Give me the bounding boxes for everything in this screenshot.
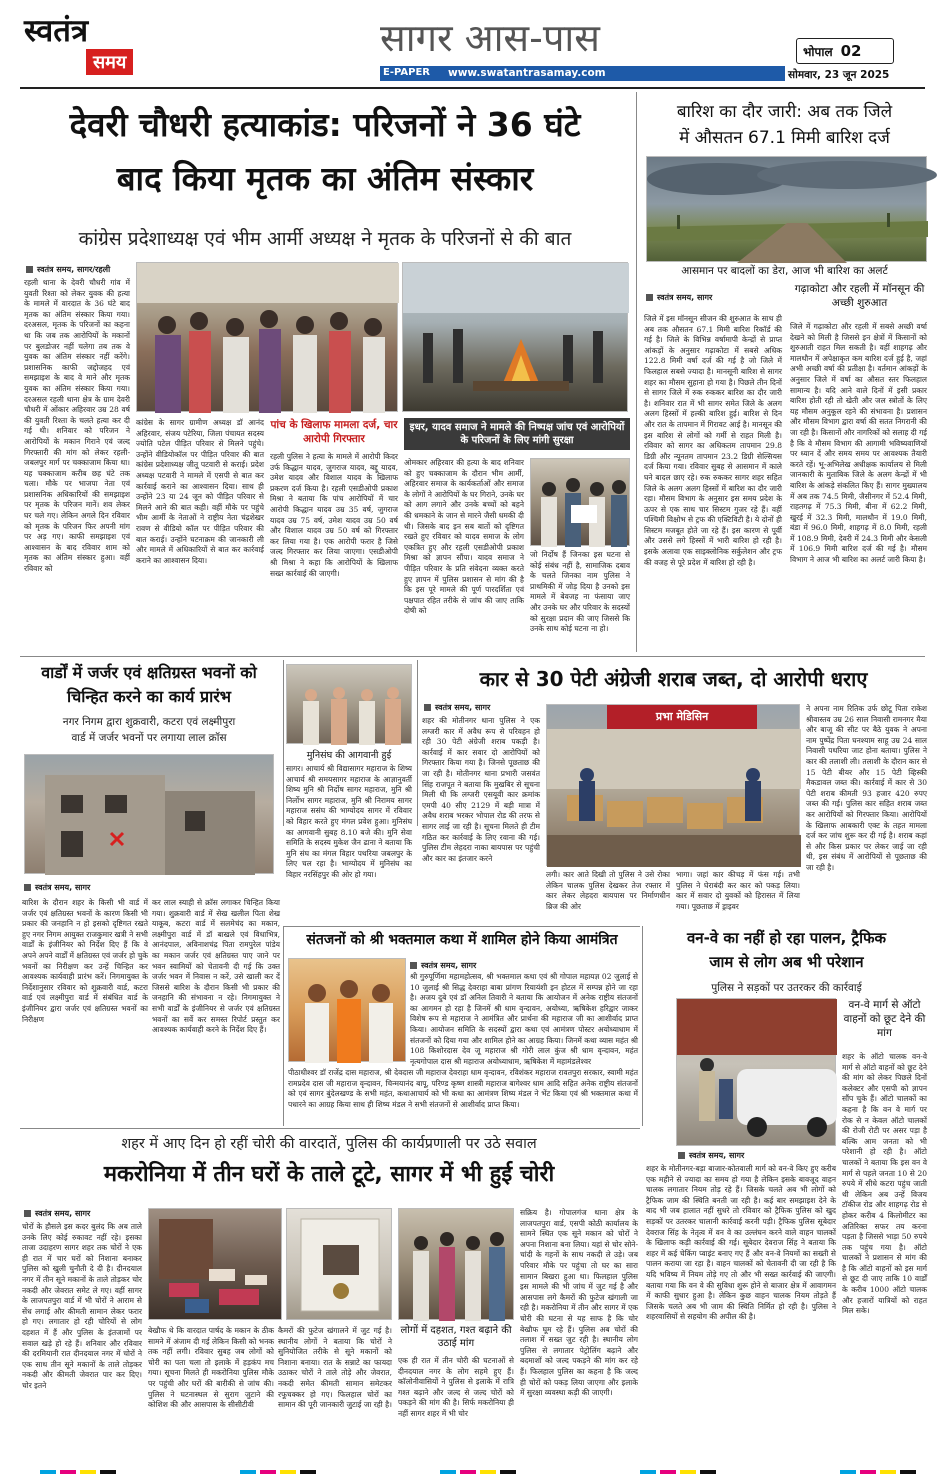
traffic-photo bbox=[676, 998, 836, 1146]
traffic-byline: स्वतंत्र समय, सागर bbox=[678, 1150, 744, 1161]
shop-sign-text: प्रभा मेडिसिन bbox=[655, 710, 709, 723]
byline-square-icon bbox=[678, 1152, 685, 1159]
clouds-photo-caption: आसमान पर बादलों का डेरा, आज भी बारिश का अलर्ट bbox=[681, 265, 888, 277]
byline-square-icon bbox=[24, 1210, 31, 1217]
liquor-column-2: लगी। कार आते दिखी तो पुलिस ने उसे रोका लेकिन चालक पुलिस देखकर तेज रफ्तार में कार लेकर लेहदरा बायपास पर निर्माणधीन ब्रिज की ओर bbox=[546, 870, 670, 911]
main-subheadline: कांग्रेस प्रदेशाध्यक्ष एवं भीम आर्मी अध्यक्ष ने मृतक के परिजनों से की बात bbox=[78, 228, 572, 250]
muni-body: सागर। आचार्य श्री विद्यासागर महाराज के शिष्य आचार्य श्री समयसागर महाराज के आज्ञानुवर्ती शिष्य मुनि श्री निर्दोष सागर महाराज, मुनि श्री निर्लोभ सागर महाराज, मुनि श्री निरामय सागर महाराज ससंघ की भाग्योदय सागर में रविवार को विहार करते हुए मंगल प्रवेश हुआ। मुनिसंघ का आगवानी सुबह 8.10 बजे की। मुनि सेवा समिति के सदस्य मुकेश जैन ढाना ने बताया कि मुनि संघ का मंगल विहार पथरिया जबलपुर के लिए चल रहा है। भाग्योदय में मुनिसंघ का विहार नरसिंहपुर की ओर हो गया। bbox=[286, 764, 412, 879]
wards-subhead-line-1: नगर निगम द्वारा शुक्रवारी, कटरा एवं लक्ष्मीपुरा bbox=[62, 716, 236, 728]
broken-lock-photo bbox=[286, 1208, 392, 1320]
registration-marks-art bbox=[0, 1469, 945, 1475]
logo[interactable] bbox=[24, 14, 164, 76]
website-link[interactable]: www.swatantrasamay.com bbox=[448, 67, 606, 79]
main-headline-line-2[interactable]: बाद किया मृतक का अंतिम संस्कार bbox=[116, 159, 534, 198]
yadav-inset-column-2: जो निर्दोष हैं जिनका इस घटना से कोई संबंध नहीं है, सामाजिक दबाव के चलते जिनका नाम पुलिस ने प्राथमिकी में जोड़ दिया है उनको इस मामले में बेवजह ना फंसाया जाए और उनके घर और परिवार के सदस्यों को सुरक्षा प्रदान की जाए जिससे कि उनके साथ कोई घटना ना हो। bbox=[530, 550, 630, 634]
memo-photo-art bbox=[531, 459, 631, 547]
ransacked-room-photo-art bbox=[149, 1209, 283, 1321]
yadav-inset-title: इधर, यादव समाज ने मामले की निष्पक्ष जांच एवं आरोपियों के परिजनों के लिए मांगी सुरक्षा bbox=[409, 422, 625, 446]
rain-headline-line-1[interactable]: बारिश का दौर जारी: अब तक जिले bbox=[676, 102, 893, 122]
bhaktmal-body-continued: पीठाधीश्वर डॉ राजेंद्र दास महाराज, श्री देवदास जी महाराज देवराहा धाम वृन्दावन, रविशंकर महाराज रावतपुरा सरकार, स्वामी महंत रामप्रदेव दास जी महाराज वृन्दावन, चिन्मयानंद बापू, परिण्ड कृष्ण शास्त्री महाराज बागेश्वर धाम आदि सहित अनेक राष्ट्रीय संतजनों को एवं सागर बुंदेलखण्ड के सभी महंत, कथाआचार्य को भी कथा का आमंत्रण शिष्य मंडल ने भेंट किया एवं श्री भक्तमाल कथा में पधारने का आग्रह किया साथ ही शिष्य मंडल ने सभी संतजनों से आशीर्वाद प्राप्त किया। bbox=[288, 1068, 638, 1109]
theft-column-3: कैमरों की फुटेज खंगालने में जुट गई है। स्थानीय लोगों ने बताया कि चोरों ने सुनियोजित तरीके से सूने मकानों को निशाना बनाया। रात के सन्नाटे का फायदा उठाकर चोरों ने ताले तोड़े और जेवरात, नकदी समेत कीमती सामान समेटकर रफूचक्कर हो गए। फिलहाल चोरों का सामान की पूरी जानकारी जुटाई जा रही है। bbox=[278, 1326, 392, 1410]
arrests-box bbox=[270, 418, 398, 648]
main-headline-line-1[interactable]: देवरी चौधरी हत्याकांड: परिजनों ने 36 घंटे bbox=[69, 105, 581, 144]
bhaktmal-byline: स्वतंत्र समय, सागर bbox=[410, 960, 476, 971]
wards-story bbox=[20, 660, 278, 925]
muni-body-continued bbox=[286, 764, 414, 879]
arrests-box-body: रहली पुलिस ने हत्या के मामले में आरोपी किदर उर्फ किद्धान यादव, जुगराज यादव, बद्दू यादव, उमेश यादव और विशाल यादव के खिलाफ प्रकरण दर्ज किया है। रहली एसडीओपी प्रकाश मिश्रा ने बताया कि पांच आरोपियों में चार आरोपी किद्धान यादव उम्र 35 वर्ष, जुगराज यादव उम्र 75 वर्ष, उमेश यादव उम्र 50 वर्ष और विशाल यादव उम्र 50 वर्ष को गिरफ्तार कर लिया गया है। एक आरोपी फरार है जिसे जल्द गिरफ्तार कर लिया जाएगा। एसडीओपी श्री मिश्रा ने कहा कि आरोपियों के खिलाफ सख्त कार्रवाई की जाएगी। bbox=[270, 452, 398, 578]
traffic-column-2: शहर के ऑटो चालक वन-वे मार्ग से ऑटो वाहनों को छूट देने की मांग को लेकर पिछले दिनों कलेक्टर और एसपी को ज्ञापन सौंप चुके हैं। ऑटो चालकों का कहना है कि वन वे मार्ग पर रोक से न केवल ऑटो चालकों की रोजी रोटी पर असर पड़ा है बल्कि आम जनता को भी परेशानी हो रही है। ऑटो चालकों ने बताया कि इस वन वे मार्ग से पहले जनता 10 से 20 रुपये में सीधे कटरा पहुंच जाती थी लेकिन अब उन्हें विजय टॉकीज रोड और शाहगढ़ रोड से होकर करीब 4 किलोमीटर का अतिरिक्त सफर तय करना पड़ता है जिससे भाड़ा 50 रुपये तक पहुंच गया है। ऑटो चालकों ने प्रशासन से मांग की है कि ऑटो वाहनों को इस मार्ग से छूट दी जाए ताकि 10 वार्डों के करीब 1000 ऑटो चालक और हजारों यात्रियों को राहत मिल सके। bbox=[842, 1052, 927, 1316]
saints-photo bbox=[288, 958, 406, 1062]
ransacked-room-photo bbox=[148, 1208, 282, 1320]
rain-column-1: जिले में इस मॉनसून सीजन की शुरुआत के साथ ही अब तक औसतन 67.1 मिमी बारिश रिकॉर्ड की गई है। जिले के विभिन्न वर्षामापी केन्द्रों से प्राप्त आंकड़ों के अनुसार गढ़ाकोटा में सबसे अधिक 122.8 मिमी वर्षा दर्ज की गई है जो जिले में फिलहाल सबसे ज्यादा है। मानसूनी बारिश से सागर शहर का मौसम सुहाना हो गया है। पिछले तीन दिनों से सागर जिले में रुक रुककर बारिश का दौर जारी है। शनिवार रात में भी सागर समेत जिले के अलग अलग हिस्सों में हल्की बारिश हुई। बारिश से दिन और रात के तापमान में गिरावट आई है। मानसून की इस बारिश से लोगों को गर्मी से राहत मिली है। रविवार को सागर का अधिकतम तापमान 29.8 डिग्री और न्यूनतम तापमान 23.2 डिग्री सेल्सियस दर्ज किया गया। रविवार सुबह से आसमान में काले घने बादल छाए रहे। रुक रुककर सागर शहर सहित जिले के अलग अलग हिस्सों में बारिश का दौर जारी रहा। मौसम विभाग के अनुसार इस समय प्रदेश के ऊपर से एक साथ चार सिस्टम गुजर रहे हैं। वहीं पश्चिमी विक्षोभ से ट्रफ की एक्टिविटी है। ये दोनों ही सिस्टम मजबूत होते जा रहे हैं। इस कारण से पूर्वी और उससे लगे हिस्सों में भारी बारिश हो रही है। इसके अलावा एक साइक्लोनिक सर्कुलेशन और ट्रफ की वजह से पूरे प्रदेश में बारिश हो रही है। bbox=[644, 314, 782, 567]
wards-byline: स्वतंत्र समय, सागर bbox=[24, 882, 90, 893]
yadav-inset-column-1: ओमकार अहिरवार की हत्या के बाद शनिवार को हुए चक्काजाम के दौरान भीम आर्मी, अहिरवार समाज के कार्यकर्ताओं और समाज के लोगों ने आरोपियों के घर गिराने, उनके घर को आग लगाने और उनके बच्चों को बहने की धमकाने के जान से मारने जैसी धमकी दी थी। जिसके बाद इन सब बातों को दृष्टिगत रखते हुए रविवार को यादव समाज के लोग एकत्रित हुए और रहली एसडीओपी प्रकाश मिश्रा को ज्ञापन सौंपा। यादव समाज ने पीड़ित परिवार के प्रति संवेदना व्यक्त करते हुए ज्ञापन में पुलिस प्रशासन से मांग की है कि इस पूरे मामले की पूर्ण पारदर्शिता एवं पक्षपात रहित तरीके से जांच की जाए ताकि दोषी को bbox=[404, 458, 524, 616]
logo-top-text: स्वतंत्र bbox=[24, 13, 89, 49]
building-photo-art bbox=[25, 755, 275, 875]
cremation-photo bbox=[402, 262, 628, 412]
registration-marks bbox=[0, 1460, 945, 1466]
main-story bbox=[20, 92, 630, 652]
liquor-photo-art bbox=[547, 705, 801, 867]
traffic-photo-art bbox=[677, 999, 837, 1147]
issue-date: सोमवार, 23 जून 2025 bbox=[788, 69, 890, 81]
memo-photo bbox=[530, 458, 630, 546]
liquor-photo bbox=[546, 704, 800, 866]
main-column-2: कांग्रेस के सागर ग्रामीण अध्यक्ष डॉ आनंद अहिरवार, संजय पटेरिया, जिला पंचायत सदस्य ज्योति पटेल पीड़ित परिवार से मिलने पहुंचे। उन्होंने वीडियोकॉल पर पीड़ित परिवार की बात कांग्रेस प्रदेशाध्यक्ष जीतू पटवारी से कराई। प्रदेश अध्यक्ष पटवारी ने मामले में एसपी से बात कर कार्रवाई कराने का आश्वासन दिया। साथ ही उन्होंने 23 या 24 जून को पीड़ित परिवार से मिलने आने की बात कही। वहीं मौके पर पहुंचे भीम आर्मी के नेताओं ने राष्ट्रीय नेता चंद्रशेखर रावण से वीडियो कॉल पर पीड़ित परिवार की बात कराई। उन्होंने घटनाक्रम की जानकारी ली और मामले में अधिकारियों से बात कर कार्रवाई कराने का आश्वासन दिया। bbox=[136, 418, 264, 565]
yadav-inset-title-bar bbox=[404, 418, 630, 450]
traffic-headline-line-2[interactable]: जाम से लोग अब भी परेशान bbox=[709, 953, 864, 971]
traffic-column-1: शहर के मोतीनगर-बड़ा बाजार-कोतवाली मार्ग को वन-वे किए हुए करीब एक महीने से ज्यादा का समय हो गया है लेकिन इसके बावजूद वाहन चालक लगातार नियम तोड़ रहे हैं। जिसके चलते अब भी लोगों को ट्रैफिक जाम की स्थिति बनती जा रही है। कई बार समझाइश देने के बाद भी जब हालात नहीं सुधरे तो रविवार को ट्रैफिक पुलिस को खुद सड़कों पर उतरकर चालानी कार्रवाई करनी पड़ी। ट्रैफिक पुलिस सूबेदार देवराज सिंह के नेतृत्व में वन वे का उल्लंघन करने वाले वाहन चालकों के खिलाफ कड़ी कार्रवाई की गई। सूबेदार देवराज सिंह ने बताया कि शहर में कई चेकिंग प्वाइंट बनाए गए हैं और वन-वे नियमों का सख्ती से पालन कराया जा रहा है। वाहन चालकों को चेतावनी दी जा रही है कि यदि भविष्य में नियम तोड़े गए तो और भी सख्त कार्रवाई की जाएगी। बताया गया कि वन वे की सुविधा शुरू होने से बाजार क्षेत्र में आवागमन में काफी सुधार हुआ है। लेकिन कुछ वाहन चालक नियम तोड़ते हैं जिसके चलते अब भी जाम की स्थिति निर्मित हो रही है। पुलिस ने शहरवासियों से सहयोग की अपील की है। bbox=[646, 1164, 836, 1322]
liquor-byline: स्वतंत्र समय, सागर bbox=[424, 702, 490, 713]
wards-subhead-line-2: वार्ड में जर्जर भवनों पर लगाया लाल क्रॉस bbox=[71, 732, 227, 744]
cremation-photo-art bbox=[403, 263, 629, 413]
clouds-photo-art bbox=[647, 157, 928, 263]
city-name: भोपाल bbox=[803, 44, 833, 59]
wards-column-1: बारिश के दौरान शहर के किसी भी वार्ड में जर्जर एवं क्षतिग्रस्त भवनों के कारण किसी भी प्रकार की जनहानि न हो इसको दृष्टिगत रखते हुए नगर निगम आयुक्त राजकुमार खत्री ने सभी वार्डों के इंजीनियर को निर्देश दिए हैं कि वे अपने अपने वार्डों में क्षतिग्रस्त एवं जर्जर हो चुके भवनों का निरीक्षण कर उन्हें चिन्हित कर आवश्यक कार्यवाही प्रारंभ करें। निगमायुक्त के निर्देशानुसार रविवार को शुक्रवारी वार्ड, कटरा वार्ड एवं लक्ष्मीपुरा वार्ड में संबंधित वार्ड के इंजीनियर द्वारा जर्जर एवं क्षतिग्रस्त भवनों का निरीक्षण bbox=[22, 898, 148, 1024]
liquor-story bbox=[420, 660, 927, 920]
rain-story bbox=[642, 92, 927, 652]
residents-photo-caption: लोगों में दहशत, गश्त बढ़ाने की उठाई मांग bbox=[400, 1325, 512, 1349]
section-title: सागर आस-पास bbox=[380, 16, 600, 60]
byline-square-icon bbox=[424, 704, 431, 711]
crowd-photo-art bbox=[137, 263, 399, 413]
epaper-label: E-PAPER bbox=[383, 67, 430, 78]
main-column-1: रहली थाना के देवरी चौधरी गांव में युवती रिश्ता को लेकर युवक की हत्या के मामले में वारदात के 36 घंटे बाद मृतक का अंतिम संस्कार किया गया। दरअसल, मृतक के परिजनों का कहना था कि जब तक आरोपियों के मकानों पर बुलडोजर नहीं चलेगा तब तक वे युवक का अंतिम संस्कार नहीं करेंगे। प्रशासनिक काफी जद्दोजहद एवं समझाइश के बाद वे माने और मृतक युवक का अंतिम संस्कार किया गया। दरअसल रहली थाना क्षेत्र के ग्राम देवरी चौधरी में ओंकार अहिरवार उम्र 28 वर्ष की युवती रिश्ता के चलते हत्या कर दी गई थी। शनिवार को परिजन ने आरोपियों के मकान गिराने एवं जल्द गिरफ्तारी की मांग को लेकर रहली-जबलपुर मार्ग पर चक्काजाम किया था। यह चक्काजाम करीब छह घंटे तक चला। मौके पर भाजपा नेता एवं प्रशासनिक अधिकारियों की समझाइश पर मृतक के परिजन मानें। शव लेकर घर चले गए। लेकिन अगले दिन रविवार को मृतक के परिजन फिर अपनी मांग पर अड़ गए। काफी समझाइश एवं आश्वासन के बाद रविवार शाम को मृतक का अंतिम संस्कार हुआ। वहीं रविवार को bbox=[24, 278, 130, 574]
traffic-subhead: पुलिस ने सड़कों पर उतरकर की कार्रवाई bbox=[711, 982, 862, 994]
muni-photo-caption: मुनिसंघ की आगवानी हुई bbox=[306, 750, 392, 761]
bhaktmal-headline[interactable]: संतजनों को श्री भक्तमाल कथा में शामिल होने किया आमंत्रित bbox=[306, 932, 618, 948]
saints-photo-art bbox=[289, 959, 407, 1063]
broken-lock-photo-art bbox=[287, 1209, 393, 1321]
rain-side-title: गढ़ाकोटा और रहली में मॉनसून की अच्छी शुरुआत bbox=[794, 283, 925, 309]
traffic-headline-line-1[interactable]: वन-वे का नहीं हो रहा पालन, ट्रैफिक bbox=[686, 929, 887, 947]
bhaktmal-story bbox=[286, 928, 638, 1124]
muni-photo bbox=[286, 664, 412, 744]
rain-headline-line-2[interactable]: में औसतन 67.1 मिमी बारिश दर्ज bbox=[679, 128, 890, 148]
rain-byline: स्वतंत्र समय, सागर bbox=[646, 292, 712, 303]
residents-photo bbox=[398, 1208, 514, 1320]
wards-headline-line-2[interactable]: चिन्हित करने का कार्य प्रारंभ bbox=[66, 687, 232, 706]
bhaktmal-body: श्री गुरुपूर्णिमा महामहोत्सव, श्री भक्तमाल कथा एवं श्री गोपाल महायज्ञ 02 जुलाई से 10 जुलाई श्री सिद्ध देवराहा बाबा प्रांगण रियायंशी इन होटल में सम्पन्न होने जा रहा है। अजय दुबे एवं डॉ अनिल तिवारी ने बताया कि आयोजन में अनेक राष्ट्रीय संतजनों का आगमन हो रहा है जिनमें श्री धाम वृन्दावन, अयोध्या, ऋषिकेश हरिद्वार जाकर विशेष रूप से महाराज ने आमंत्रित और प्रार्थना की महाराज जी का आशीर्वाद प्राप्त किया। आयोजन समिति के सदस्यों द्वारा कथा एवं आमंत्रण पोस्टर अयोध्याधाम में संतजनों को दिया गया और शामिल होने का आग्रह किया। जिनमें कथा व्यास महंत श्री 108 किशोरदास देव जू महाराज श्री गोरी लाल कुंज श्री धाम वृन्दावन, महंत नृत्यगोपाल दास श्री महाराज अयोध्याधाम, ऋषिकेश में महामंडलेश्वर bbox=[410, 972, 638, 1066]
logo-bottom-badge bbox=[86, 49, 133, 75]
traffic-side-title: वन-वे मार्ग से ऑटो वाहनों को छूट देने की मांग bbox=[843, 999, 926, 1039]
liquor-column-1: शहर की मोतीनगर थाना पुलिस ने एक लग्जरी कार में अवैध रूप से परिवहन हो रही 30 पेटी अंग्रेजी शराब पकड़ी है। कार्रवाई में कार सवार दो आरोपियों को गिरफ्तार किया गया है। जिनसे पूछताछ की जा रही है। मोतीनगर थाना प्रभारी जसवंत सिंह राजपूत ने बताया कि मुखबिर से सूचना मिली थी कि लग्जरी एसयूवी कार क्रमांक एमपी 40 सीए 2129 में बड़ी मात्रा में अवैध शराब भरकर भोपाल रोड की तरफ से सागर लाई जा रही है। सूचना मिलते ही टीम गठित कर कार्रवाई के लिए रवाना की गई। पुलिस टीम लेहदरा नाका बायपास पर पहुंची और कार का इंतजार करने bbox=[422, 716, 540, 863]
yadav-inset bbox=[404, 418, 630, 650]
liquor-column-4: ने अपना नाम रितिक उर्फ छोटू पिता राकेश श्रीवास्तव उम्र 26 साल निवासी रामनगर मैया और बाजू की सीट पर बैठे युवक ने अपना नाम पुष्पेंद्र पिता घनश्याम साहू उम्र 24 साल निवासी पथरिया जाट होना बताया। पुलिस ने कार की तलाशी ली। तलाशी के दौरान कार से 15 पेटी बीयर और 15 पेटी व्हिस्की मैकडावल जब्त की। कार्रवाई में कार से 30 पेटी शराब कीमती 93 हजार 420 रुपए जब्त की गई। पुलिस कार सहित शराब जब्त कर आरोपियों को गिरफ्तार किया। आरोपियों के खिलाफ आबकारी एक्ट के तहत मामला दर्ज कर जांच शुरू कर दी गई है। शराब कहां से और किस प्रकार पर लेकर जाई जा रही थी, इस संबंध में आरोपियों से पूछताछ की जा रही है। bbox=[806, 704, 927, 872]
traffic-story bbox=[646, 928, 927, 1468]
wards-column-2: कर लाल स्याही से क्रॉस लगाकर चिन्हित किया गया। शुक्रवारी वार्ड में सेख खलील पिता शेख याकूब, कटरा वार्ड में सलमेचंद का मकान, लक्ष्मीपुरा वार्ड में डॉ बाखले एवं विधाभित्र, आनंदपाल, अविनाशचंद्र पिता रामपुरेल पांडेय का मकान जर्जर एवं क्षतिग्रस्त पाए जाने पर भवन स्वामियों को चेतावनी दी गई कि उक्त जर्जर भवन में निवास न करें, उसे खाली कर दें जिससे बारिश के दौरान किसी भी प्रकार की जनहानि की संभावना न रहे। निगमायुक्त ने सभी वार्डों के इंजीनियर से जर्जर एवं क्षतिग्रस्त भवनों का सर्वे कर समस्त रिपोर्ट प्रस्तुत कर आवश्यक कार्यवाही करने के निर्देश दिए हैं। bbox=[152, 898, 280, 1035]
theft-story bbox=[20, 1130, 638, 1460]
theft-byline: स्वतंत्र समय, सागर bbox=[24, 1208, 90, 1219]
rain-column-2: जिले में गढ़ाकोटा और रहली में सबसे अच्छी वर्षा देखने को मिली है जिससे इन क्षेत्रों में किसानों को शुरुआती राहत मिल सकती है। वहीं शाहगढ़ और मालथौन में अपेक्षाकृत कम बारिश दर्ज हुई है, जहां अभी अच्छी वर्षा की प्रतीक्षा है। वर्तमान आंकड़ों के अनुसार जिले में वर्षा का औसत स्तर फिलहाल सामान्य है। यदि आने वाले दिनों में इसी प्रकार बारिश होती रही तो खेती और जल स्त्रोतों के लिए यह मौसम अनुकूल रहने की संभावना है। प्रशासन और मौसम विभाग द्वारा वर्षा की सतत निगरानी की जा रही है। किसानों और नागरिकों को सलाह दी गई है कि वे मौसम विभाग की आगामी भविष्यवाणियों पर ध्यान दें और समय समय पर आवश्यक तैयारी करते रहें। भू-अभिलेख अधीक्षक कार्यालय से मिली जानकारी के मुताबिक जिले के अलग केन्द्रों में भी बारिश के आंकड़े संकलित किए हैं। सागर मुख्यालय में अब तक 74.5 मिमी, जैसीनगर में 52.4 मिमी, राहतगढ़ में 75.3 मिमी, बीना में 62.2 मिमी, खुरई में 32.3 मिमी, मालथौन में 19.0 मिमी, बंडा में 96.0 मिमी, शाहगढ़ में 8.0 मिमी, रहली में 108.9 मिमी, देवरी में 24.3 मिमी और केसली में 106.9 मिमी बारिश दर्ज की गई है। मौसम विभाग ने आज भी बारिश का अलर्ट जारी किया है। bbox=[790, 322, 927, 565]
theft-kicker: शहर में आए दिन हो रहीं चोरी की वारदातें, पुलिस की कार्यप्रणाली पर उठे सवाल bbox=[121, 1136, 537, 1152]
wards-headline-line-1[interactable]: वार्डों में जर्जर एवं क्षतिग्रस्त भवनों को bbox=[41, 663, 257, 682]
logo-bottom-text: समय bbox=[93, 52, 127, 73]
liquor-column-3: भागा। जहां कार कीचड़ में फंस गई। तभी पुलिस ने घेराबंदी कर कार को पकड़ लिया। कार में सवार दो युवकों को हिरासत में लिया गया। पूछताछ में ड्राइवर bbox=[676, 870, 800, 911]
arrests-box-title: पांच के खिलाफ मामला दर्ज, चार आरोपी गिरफ्तार bbox=[270, 419, 398, 445]
page-number: 02 bbox=[840, 42, 862, 60]
theft-column-1: चोरों के हौसले इस कदर बुलंद कि अब ताले उनके लिए कोई रुकावट नहीं रहे। इसका ताजा उदाहरण सागर शहर तक चोरों ने एक ही रात में चार घरों को निशाना बनाकर पुलिस को खुली चुनौती दे दी है। दीनदयाल नगर में तीन सूने मकानों के ताले तोड़कर चोर नकदी और जेवरात समेट ले गए। वहीं सागर के लाजपतपुरा वार्ड में भी चोरों ने आराम से सेंध लगाई और कीमती सामान लेकर फरार हो गए। लगातार हो रही चोरियों से लोग दहशत में हैं और पुलिस के इंतजामों पर सवाल खड़े हो रहे हैं। शनिवार और रविवार की दरमियानी रात दीनदयाल नगर में चोरों ने एक साथ तीन सूने मकानों के ताले तोड़कर नकदी और कीमती जेवरात पार कर दिए। चोर इतने bbox=[22, 1222, 142, 1390]
byline-square-icon bbox=[26, 266, 33, 273]
theft-headline[interactable]: मकरोनिया में तीन घरों के ताले टूटे, सागर में भी हुई चोरी bbox=[103, 1162, 555, 1187]
theft-column-2: बेखौफ थे कि वारदात पार्षद के मकान के ठीक सामने में अंजाम दी गई लेकिन किसी को भनक तक नहीं लगी। रविवार सुबह जब लोगों को चोरी का पता चला तो इलाके में हड़कंप मच गया। सूचना मिलते ही मकरोनिया पुलिस मौके पर पहुंची और घरों की बारीकी से जांच की। पुलिस ने घटनास्थल से सुराग जुटाने की कोशिश की और आसपास के सीसीटीवी bbox=[148, 1326, 274, 1410]
main-byline: स्वतंत्र समय, सागर/रहली bbox=[26, 264, 110, 275]
liquor-headline[interactable]: कार से 30 पेटी अंग्रेजी शराब जब्त, दो आरोपी धराए bbox=[479, 667, 868, 691]
byline-square-icon bbox=[410, 962, 417, 969]
crowd-photo bbox=[136, 262, 398, 412]
byline-square-icon bbox=[646, 294, 653, 301]
theft-column-4: एक ही रात में तीन चोरी की घटनाओं से दीनदयाल नगर के लोग सहमे हुए हैं। कॉलोनीवासियों ने पुलिस से इलाके में रात्रि गश्त बढ़ाने और जल्द से जल्द चोरों को पकड़ने की मांग की है। सिर्फ मकरोनिया ही नहीं सागर शहर में भी चोर bbox=[398, 1356, 514, 1418]
clouds-photo bbox=[646, 156, 927, 262]
muni-photo-art bbox=[287, 665, 413, 745]
masthead bbox=[0, 0, 945, 90]
building-photo bbox=[24, 754, 274, 874]
byline-square-icon bbox=[24, 884, 31, 891]
theft-column-5: सक्रिय है। गोपालगंज थाना क्षेत्र के लाजपतपुरा वार्ड, एसपी कोठी कार्यालय के सामने स्थित एक सूने मकान को चोरों ने अपना निशाना बना लिया। यहां से चोर सोने-चांदी के गहनों के साथ नकदी ले उड़े। जब परिवार मौके पर पहुंचा तो घर का सारा सामान बिखरा हुआ था। फिलहाल पुलिस इस मामले की भी जांच में जुट गई है और आसपास लगे कैमरों की फुटेज खंगाली जा रही है। मकरोनिया में तीन और सागर में एक चोरी की घटना से यह साफ है कि चोर बेखौफ घूम रहे हैं। पुलिस अब चोरों की तलाश में सख्त जुट रही है। स्थानीय लोग पुलिस से लगातार पेट्रोलिंग बढ़ाने और बदमाशों को जल्द पकड़ने की मांग कर रहे हैं। फिलहाल पुलिस का कहना है कि जल्द ही चोरों को पकड़ लिया जाएगा और इलाके में सुरक्षा व्यवस्था कड़ी की जाएगी। bbox=[520, 1208, 638, 1398]
residents-photo-art bbox=[399, 1209, 515, 1321]
city-badge bbox=[796, 38, 894, 64]
